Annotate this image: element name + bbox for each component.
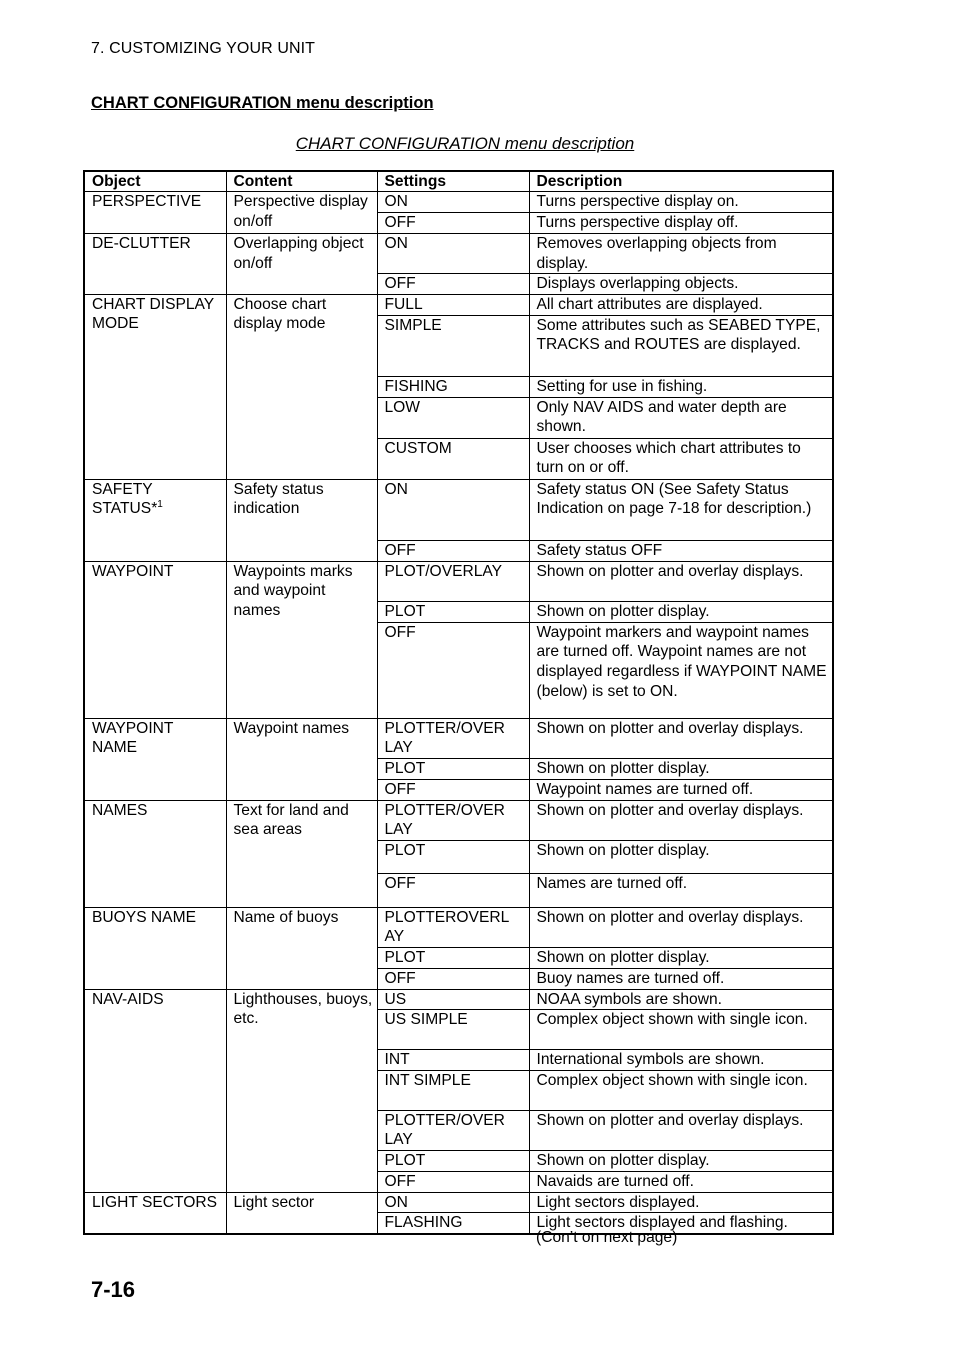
object-label: NAV-AIDS <box>92 990 164 1008</box>
setting-cell: OFF <box>377 622 529 718</box>
description-cell: Waypoint names are turned off. <box>529 779 833 800</box>
section-heading: CHART CONFIGURATION menu description <box>91 94 434 112</box>
object-cell <box>84 294 226 479</box>
description-cell: Setting for use in fishing. <box>529 376 833 397</box>
description-cell: Shown on plotter and overlay displays. <box>529 1110 833 1150</box>
description-cell: Turns perspective display off. <box>529 213 833 234</box>
setting-cell: SIMPLE <box>377 315 529 376</box>
setting-cell: OFF <box>377 540 529 561</box>
table-caption: CHART CONFIGURATION menu description <box>295 134 635 153</box>
description-cell: Buoy names are turned off. <box>529 968 833 989</box>
setting-cell: OFF <box>377 968 529 989</box>
setting-cell: ON <box>377 192 529 213</box>
table-row <box>84 234 833 274</box>
setting-cell: ON <box>377 1192 529 1213</box>
table-row <box>84 479 833 540</box>
setting-cell: ON <box>377 234 529 274</box>
description-cell: NOAA symbols are shown. <box>529 989 833 1010</box>
setting-cell: PLOTTER/OVER LAY <box>377 800 529 840</box>
description-cell: Shown on plotter and overlay displays. <box>529 800 833 840</box>
description-cell: Names are turned off. <box>529 873 833 907</box>
object-label: PERSPECTIVE <box>92 193 202 210</box>
content-cell: Perspective display on/off <box>226 192 377 234</box>
object-label: CHART DISPLAY MODE <box>92 295 214 333</box>
object-label: WAYPOINT <box>92 562 174 580</box>
description-cell: Safety status OFF <box>529 540 833 561</box>
setting-cell: OFF <box>377 274 529 295</box>
object-label: BUOYS NAME <box>92 908 196 926</box>
description-cell: Shown on plotter display. <box>529 758 833 779</box>
description-cell: Shown on plotter display. <box>529 947 833 968</box>
description-cell: Light sectors displayed and flashing. <box>529 1213 833 1234</box>
description-cell: User chooses which chart attributes to turn on or off. <box>529 438 833 479</box>
content-cell: Name of buoys <box>226 907 377 989</box>
table-row <box>84 907 833 947</box>
setting-cell: PLOT <box>377 840 529 873</box>
description-cell: Shown on plotter display. <box>529 840 833 873</box>
setting-cell: PLOTTER/OVER LAY <box>377 718 529 758</box>
content-cell: Light sector <box>226 1192 377 1234</box>
table-header-row <box>84 171 833 192</box>
continuation-note: (Con’t on next page) <box>536 1229 678 1246</box>
description-cell: Removes overlapping objects from display. <box>529 234 833 274</box>
content-cell: Waypoints marks and waypoint names <box>226 561 377 718</box>
setting-cell: FULL <box>377 294 529 315</box>
setting-cell: CUSTOM <box>377 438 529 479</box>
description-cell: Shown on plotter and overlay displays. <box>529 561 833 601</box>
description-cell: Turns perspective display on. <box>529 192 833 213</box>
object-cell <box>84 479 226 561</box>
table-body <box>84 192 833 1234</box>
description-cell: Navaids are turned off. <box>529 1171 833 1192</box>
setting-cell: INT <box>377 1050 529 1071</box>
object-label: DE-CLUTTER <box>92 235 191 252</box>
setting-cell: PLOTTER/OVER LAY <box>377 1110 529 1150</box>
setting-cell: INT SIMPLE <box>377 1070 529 1110</box>
object-label: LIGHT SECTORS <box>92 1193 218 1211</box>
setting-cell: US <box>377 989 529 1010</box>
setting-cell: US SIMPLE <box>377 1010 529 1050</box>
content-cell: Choose chart display mode <box>226 294 377 479</box>
object-cell <box>84 561 226 718</box>
setting-cell: OFF <box>377 213 529 234</box>
setting-cell: ON <box>377 479 529 540</box>
header-description: Description <box>529 171 833 192</box>
description-cell: Displays overlapping objects. <box>529 274 833 295</box>
header-object: Object <box>84 171 226 192</box>
description-cell: Shown on plotter display. <box>529 601 833 622</box>
setting-cell: PLOT <box>377 601 529 622</box>
setting-cell: PLOT/OVERLAY <box>377 561 529 601</box>
setting-cell: LOW <box>377 397 529 438</box>
object-label: NAMES <box>92 801 148 819</box>
setting-cell: PLOT <box>377 947 529 968</box>
setting-cell: FISHING <box>377 376 529 397</box>
header-content: Content <box>226 171 377 192</box>
object-cell <box>84 234 226 295</box>
setting-cell: OFF <box>377 1171 529 1192</box>
description-cell: Light sectors displayed. <box>529 1192 833 1213</box>
table-row <box>84 192 833 213</box>
content-cell: Overlapping object on/off <box>226 234 377 295</box>
object-cell <box>84 907 226 989</box>
setting-cell: OFF <box>377 779 529 800</box>
object-cell <box>84 1192 226 1234</box>
table-row <box>84 800 833 840</box>
description-cell: Only NAV AIDS and water depth are shown. <box>529 397 833 438</box>
object-label: SAFETY STATUS* <box>92 480 158 518</box>
running-head: 7. CUSTOMIZING YOUR UNIT <box>91 40 316 57</box>
description-cell: Complex object shown with single icon. <box>529 1010 833 1050</box>
description-cell: Shown on plotter and overlay displays. <box>529 907 833 947</box>
table-row <box>84 718 833 758</box>
setting-cell: OFF <box>377 873 529 907</box>
setting-cell: PLOT <box>377 758 529 779</box>
object-cell <box>84 718 226 800</box>
table-row <box>84 989 833 1010</box>
description-cell: Some attributes such as SEABED TYPE, TRACKS and ROUTES are displayed. <box>529 315 833 376</box>
chart-configuration-table <box>83 170 834 1235</box>
object-label: WAYPOINT NAME <box>92 719 174 757</box>
footnote-marker: 1 <box>157 499 163 511</box>
content-cell: Lighthouses, buoys, etc. <box>226 989 377 1192</box>
object-cell <box>84 989 226 1192</box>
description-cell: Waypoint markers and waypoint names are turned off. Waypoint names are not displayed regardless if WAYPOINT NAME (below) is set to ON. <box>529 622 833 718</box>
setting-cell: PLOTTEROVERL AY <box>377 907 529 947</box>
content-cell: Safety status indication <box>226 479 377 561</box>
object-cell <box>84 192 226 234</box>
setting-cell: FLASHING <box>377 1213 529 1234</box>
page-number: 7-16 <box>91 1277 136 1302</box>
setting-cell: PLOT <box>377 1150 529 1171</box>
description-cell: Shown on plotter display. <box>529 1150 833 1171</box>
header-settings: Settings <box>377 171 529 192</box>
description-cell: All chart attributes are displayed. <box>529 294 833 315</box>
table-row <box>84 561 833 601</box>
description-cell: International symbols are shown. <box>529 1050 833 1071</box>
description-cell: Complex object shown with single icon. <box>529 1070 833 1110</box>
content-cell: Waypoint names <box>226 718 377 800</box>
content-cell: Text for land and sea areas <box>226 800 377 907</box>
table-row <box>84 1192 833 1213</box>
table-row <box>84 294 833 315</box>
description-cell: Shown on plotter and overlay displays. <box>529 718 833 758</box>
object-cell <box>84 800 226 907</box>
description-cell: Safety status ON (See Safety Status Indication on page 7-18 for description.) <box>529 479 833 540</box>
